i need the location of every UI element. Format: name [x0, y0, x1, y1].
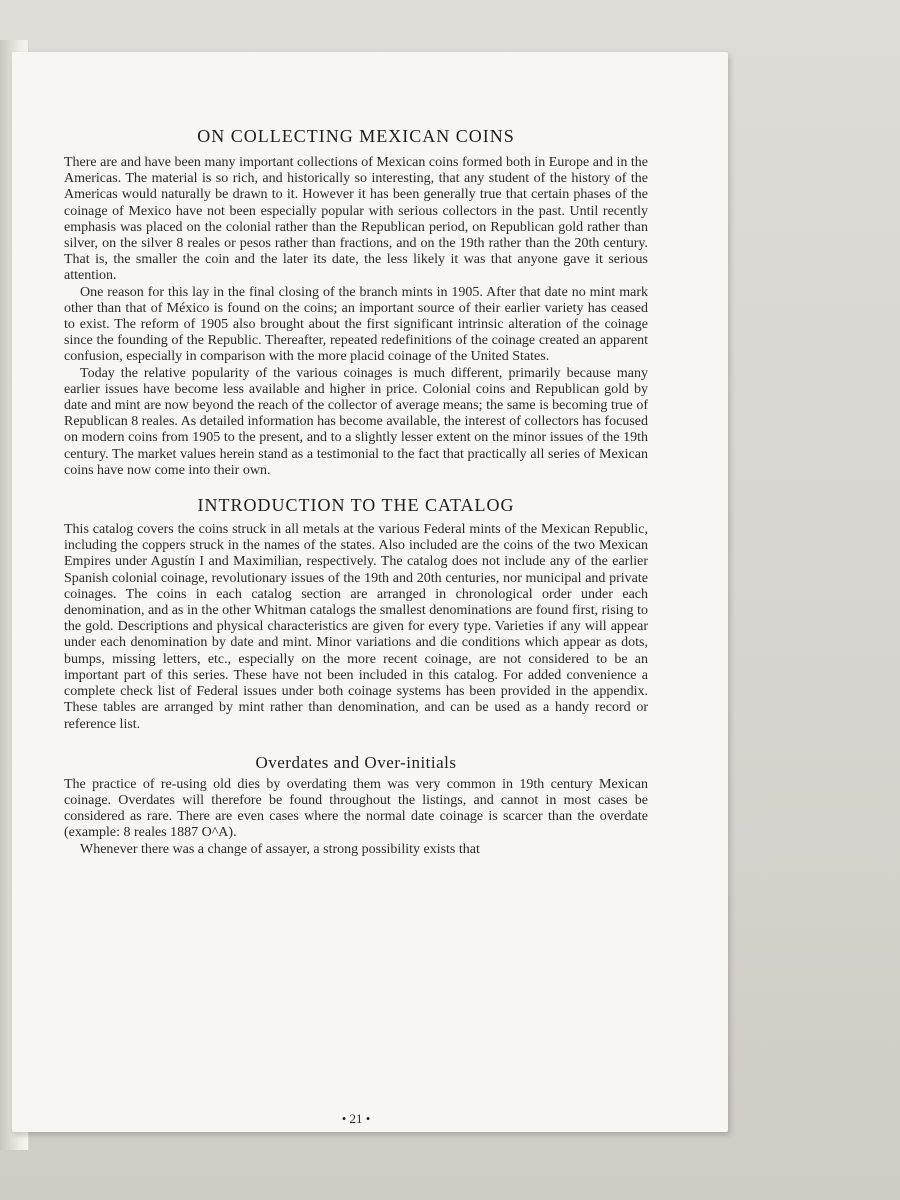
section-collecting [64, 126, 648, 479]
subsection-heading: Overdates and Over-initials [255, 752, 457, 772]
page-content [64, 126, 648, 1126]
paragraph: There are and have been many important collections of Mexican coins formed both in Europe and in the Americas. The material is so rich, and historically so interesting, that any student of the history of the Americas would naturally be drawn to it. However it has been generally true that certain phases of the coinage of Mexico have not been especially popular with serious collectors in the past. Until recently emphasis was placed on the colonial rather than the Republican period, on Republican gold rather than silver, on the silver 8 reales or pesos rather than fractions, and on the 19th rather than the 20th century. That is, the smaller the coin and the later its date, the less likely it was that anyone gave it serious attention. [64, 155, 648, 284]
section-heading: ON COLLECTING MEXICAN COINS [197, 126, 515, 146]
book-page [12, 52, 728, 1132]
section-overdates [64, 753, 648, 858]
paragraph: Today the relative popularity of the various coinages is much different, primarily because many earlier issues have become less available and higher in price. Colonial coins and Republican gold by date and mint are now beyond the reach of the collector of average means; the same is becoming true of Republican 8 reales. As detailed information has become available, the interest of collectors has focused on modern coins from 1905 to the present, and to a slightly lesser extent on the minor issues of the 19th century. The market values herein stand as a testimonial to the fact that practically all series of Mexican coins have now come into their own. [64, 365, 648, 478]
paragraph: Whenever there was a change of assayer, a strong possibility exists that [80, 841, 480, 857]
section-heading: INTRODUCTION TO THE CATALOG [197, 495, 515, 516]
paragraph: This catalog covers the coins struck in all metals at the various Federal mints of the Mexican Republic, including the coppers struck in the names of the states. Also included are the coins of the two Mexican Empires under Agustín I and Maximilian, respectively. The catalog does not include any of the earlier Spanish colonial coinage, revolutionary issues of the 19th and 20th centuries, nor municipal and private coinages. The coins in each catalog section are arranged in chronological order under each denomination, and as in the other Whitman catalogs the smallest denominations are found first, rising to the gold. Descriptions and physical characteristics are given for every type. Varieties if any will appear under each denomination by date and mint. Minor variations and die conditions which appear as dots, bumps, missing letters, etc., especially on the more recent coinage, are not considered to be an important part of this series. These have not been included in this catalog. For added convenience a complete check list of Federal issues under both coinage systems has been provided in the appendix. These tables are arranged by mint rather than denomination, and can be used as a handy record or reference list. [64, 522, 648, 732]
section-introduction [64, 495, 648, 733]
page-number: • 21 • [341, 1111, 371, 1126]
paragraph: The practice of re-using old dies by overdating them was very common in 19th century Mexican coinage. Overdates will therefore be found throughout the listings, and cannot in most cases be considered as rare. There are even cases where the normal date coinage is scarcer than the overdate (example: 8 reales 1887 O^A). [64, 776, 648, 841]
paragraph: One reason for this lay in the final closing of the branch mints in 1905. After that date no mint mark other than that of México is found on the coins; an important source of their earlier variety has ceased to exist. The reform of 1905 also brought about the first significant intrinsic alteration of the coinage since the founding of the Republic. Thereafter, repeated redefinitions of the coinage created an apparent confusion, especially in comparison with the more placid coinage of the United States. [64, 284, 648, 365]
